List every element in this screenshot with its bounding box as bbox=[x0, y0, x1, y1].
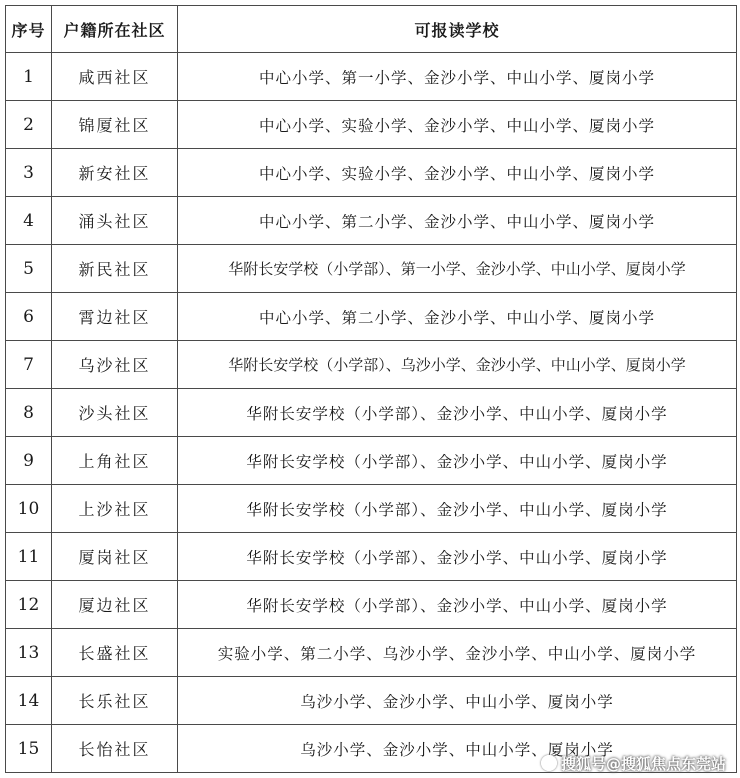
row-index: 11 bbox=[6, 533, 52, 581]
row-community: 厦边社区 bbox=[52, 581, 178, 629]
row-index: 1 bbox=[6, 53, 52, 101]
table-row bbox=[6, 149, 737, 197]
watermark-text: 搜狐号@搜狐焦点东莞站 bbox=[560, 754, 726, 773]
table-row bbox=[6, 341, 737, 389]
table-row bbox=[6, 581, 737, 629]
row-index: 10 bbox=[6, 485, 52, 533]
row-index: 7 bbox=[6, 341, 52, 389]
table-row bbox=[6, 437, 737, 485]
row-index: 12 bbox=[6, 581, 52, 629]
table-row bbox=[6, 293, 737, 341]
table-row bbox=[6, 101, 737, 149]
row-index: 8 bbox=[6, 389, 52, 437]
row-schools: 华附长安学校（小学部）、乌沙小学、金沙小学、中山小学、厦岗小学 bbox=[178, 341, 737, 389]
school-district-table-sheet bbox=[5, 5, 736, 778]
source-watermark bbox=[541, 752, 726, 774]
row-community: 新安社区 bbox=[52, 149, 178, 197]
header-community: 户籍所在社区 bbox=[52, 6, 178, 53]
row-schools: 华附长安学校（小学部）、金沙小学、中山小学、厦岗小学 bbox=[178, 389, 737, 437]
row-index: 3 bbox=[6, 149, 52, 197]
row-index: 14 bbox=[6, 677, 52, 725]
row-community: 霄边社区 bbox=[52, 293, 178, 341]
row-schools: 实验小学、第二小学、乌沙小学、金沙小学、中山小学、厦岗小学 bbox=[178, 629, 737, 677]
sohu-logo-icon bbox=[541, 755, 557, 771]
row-schools: 华附长安学校（小学部）、金沙小学、中山小学、厦岗小学 bbox=[178, 485, 737, 533]
row-index: 6 bbox=[6, 293, 52, 341]
school-district-table bbox=[5, 5, 737, 773]
row-community: 咸西社区 bbox=[52, 53, 178, 101]
row-schools: 中心小学、第一小学、金沙小学、中山小学、厦岗小学 bbox=[178, 53, 737, 101]
header-schools: 可报读学校 bbox=[178, 6, 737, 53]
row-schools: 中心小学、第二小学、金沙小学、中山小学、厦岗小学 bbox=[178, 197, 737, 245]
row-community: 长怡社区 bbox=[52, 725, 178, 773]
table-row bbox=[6, 533, 737, 581]
row-community: 厦岗社区 bbox=[52, 533, 178, 581]
row-schools: 华附长安学校（小学部）、金沙小学、中山小学、厦岗小学 bbox=[178, 533, 737, 581]
row-index: 2 bbox=[6, 101, 52, 149]
row-community: 长盛社区 bbox=[52, 629, 178, 677]
table-row bbox=[6, 245, 737, 293]
row-schools: 中心小学、实验小学、金沙小学、中山小学、厦岗小学 bbox=[178, 149, 737, 197]
row-index: 5 bbox=[6, 245, 52, 293]
row-community: 涌头社区 bbox=[52, 197, 178, 245]
table-row bbox=[6, 485, 737, 533]
row-index: 15 bbox=[6, 725, 52, 773]
table-row bbox=[6, 629, 737, 677]
row-community: 锦厦社区 bbox=[52, 101, 178, 149]
row-index: 13 bbox=[6, 629, 52, 677]
row-schools: 华附长安学校（小学部）、金沙小学、中山小学、厦岗小学 bbox=[178, 437, 737, 485]
table-row bbox=[6, 53, 737, 101]
table-row bbox=[6, 677, 737, 725]
table-row bbox=[6, 197, 737, 245]
table-header-row bbox=[6, 6, 737, 53]
row-index: 9 bbox=[6, 437, 52, 485]
row-schools: 华附长安学校（小学部）、第一小学、金沙小学、中山小学、厦岗小学 bbox=[178, 245, 737, 293]
row-schools: 中心小学、实验小学、金沙小学、中山小学、厦岗小学 bbox=[178, 101, 737, 149]
row-schools: 华附长安学校（小学部）、金沙小学、中山小学、厦岗小学 bbox=[178, 581, 737, 629]
row-community: 乌沙社区 bbox=[52, 341, 178, 389]
row-community: 长乐社区 bbox=[52, 677, 178, 725]
row-community: 新民社区 bbox=[52, 245, 178, 293]
table-row bbox=[6, 389, 737, 437]
row-community: 沙头社区 bbox=[52, 389, 178, 437]
row-schools: 乌沙小学、金沙小学、中山小学、厦岗小学 bbox=[178, 725, 737, 773]
row-schools: 乌沙小学、金沙小学、中山小学、厦岗小学 bbox=[178, 677, 737, 725]
row-index: 4 bbox=[6, 197, 52, 245]
header-index: 序号 bbox=[6, 6, 52, 53]
row-community: 上角社区 bbox=[52, 437, 178, 485]
row-community: 上沙社区 bbox=[52, 485, 178, 533]
row-schools: 中心小学、第二小学、金沙小学、中山小学、厦岗小学 bbox=[178, 293, 737, 341]
